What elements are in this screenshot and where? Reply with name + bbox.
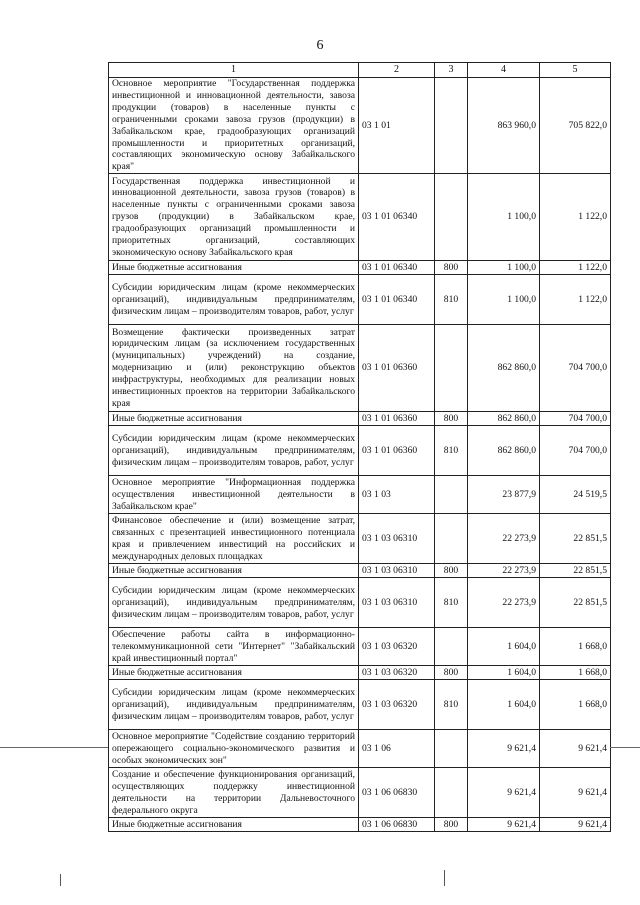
row-code: 03 1 03 06320 <box>359 628 435 666</box>
row-value-1: 9 621,4 <box>468 730 540 768</box>
table-row <box>109 564 611 578</box>
row-value-1: 1 604,0 <box>468 680 540 730</box>
row-value-1: 862 860,0 <box>468 426 540 476</box>
row-expense-type: 810 <box>435 426 468 476</box>
row-name: Субсидии юридическим лицам (кроме некоммерческих организаций), индивидуальным предпринимателям, физическим лицам – производителям товаров, работ, услуг <box>109 275 359 325</box>
row-code: 03 1 01 06340 <box>359 261 435 275</box>
row-expense-type <box>435 730 468 768</box>
table-row <box>109 275 611 325</box>
row-expense-type <box>435 78 468 174</box>
row-value-2: 22 851,5 <box>540 564 611 578</box>
header-row <box>109 63 611 78</box>
row-value-1: 9 621,4 <box>468 818 540 832</box>
table-row <box>109 578 611 628</box>
row-code: 03 1 06 <box>359 730 435 768</box>
row-expense-type: 800 <box>435 818 468 832</box>
row-value-2: 9 621,4 <box>540 818 611 832</box>
row-code: 03 1 06 06830 <box>359 818 435 832</box>
row-value-2: 1 122,0 <box>540 174 611 261</box>
row-code: 03 1 01 06360 <box>359 412 435 426</box>
header-col-1: 1 <box>109 63 359 78</box>
table-row <box>109 818 611 832</box>
row-name: Создание и обеспечение функционирования организаций, осуществляющих поддержку инвестиционной деятельности на территории Дальневосточного федерального округа <box>109 768 359 818</box>
row-name: Государственная поддержка инвестиционной и инновационной деятельности, завоза грузов (товаров) в населенные пункты с ограниченными сроками завоза грузов (продукции) в Забайкальском крае, градообразующих организаций промышленности и приоритетных организаций, составляющих экономическую основу Забайкальского края <box>109 174 359 261</box>
table-row <box>109 768 611 818</box>
header-col-3: 3 <box>435 63 468 78</box>
row-name: Основное мероприятие "Содействие созданию территорий опережающего социально-экономического развития и особых экономических зон" <box>109 730 359 768</box>
row-value-1: 1 604,0 <box>468 666 540 680</box>
row-value-2: 9 621,4 <box>540 730 611 768</box>
row-value-2: 1 668,0 <box>540 628 611 666</box>
row-expense-type <box>435 628 468 666</box>
row-name: Основное мероприятие "Государственная поддержка инвестиционной и инновационной деятельности, завоза продукции (товаров) в населенные пункты с ограниченными сроками завоза грузов (продукции) в Забайкальском крае, градообразующих организаций промышленности и приоритетных организаций, составляющих экономическую основу Забайкальского края" <box>109 78 359 174</box>
row-value-1: 862 860,0 <box>468 325 540 412</box>
scan-mark <box>444 870 445 886</box>
row-code: 03 1 01 <box>359 78 435 174</box>
row-value-2: 22 851,5 <box>540 514 611 564</box>
table-row <box>109 666 611 680</box>
row-value-2: 1 668,0 <box>540 680 611 730</box>
row-code: 03 1 01 06360 <box>359 325 435 412</box>
table-row <box>109 680 611 730</box>
row-expense-type: 800 <box>435 261 468 275</box>
row-value-1: 1 100,0 <box>468 174 540 261</box>
row-code: 03 1 06 06830 <box>359 768 435 818</box>
row-value-1: 22 273,9 <box>468 578 540 628</box>
row-value-1: 862 860,0 <box>468 412 540 426</box>
row-code: 03 1 03 <box>359 476 435 514</box>
row-code: 03 1 01 06340 <box>359 275 435 325</box>
row-value-1: 1 100,0 <box>468 275 540 325</box>
page-number: 6 <box>316 38 324 53</box>
scan-line-right <box>610 747 640 748</box>
scan-line-left <box>0 747 108 748</box>
row-value-2: 24 519,5 <box>540 476 611 514</box>
row-expense-type: 800 <box>435 564 468 578</box>
table-row <box>109 476 611 514</box>
row-value-1: 22 273,9 <box>468 514 540 564</box>
row-value-1: 23 877,9 <box>468 476 540 514</box>
row-name: Возмещение фактически произведенных затрат юридическим лицам (за исключением государственных (муниципальных) учреждений) на создание, модернизацию и (или) реконструкцию объектов инфраструктуры, необходимых для реализации новых инвестиционных проектов на территории Забайкальского края <box>109 325 359 412</box>
row-name: Иные бюджетные ассигнования <box>109 666 359 680</box>
header-col-5: 5 <box>540 63 611 78</box>
row-expense-type <box>435 514 468 564</box>
row-code: 03 1 03 06310 <box>359 564 435 578</box>
row-code: 03 1 03 06310 <box>359 578 435 628</box>
row-name: Обеспечение работы сайта в информационно-телекоммуникационной сети "Интернет" "Забайкальский край инвестиционный портал" <box>109 628 359 666</box>
row-name: Иные бюджетные ассигнования <box>109 818 359 832</box>
table-row <box>109 730 611 768</box>
row-expense-type <box>435 768 468 818</box>
row-expense-type <box>435 476 468 514</box>
row-expense-type <box>435 325 468 412</box>
table-row <box>109 261 611 275</box>
row-value-2: 704 700,0 <box>540 426 611 476</box>
row-name: Субсидии юридическим лицам (кроме некоммерческих организаций), индивидуальным предпринимателям, физическим лицам – производителям товаров, работ, услуг <box>109 578 359 628</box>
table-row <box>109 628 611 666</box>
table-row <box>109 174 611 261</box>
row-value-2: 1 668,0 <box>540 666 611 680</box>
row-value-1: 863 960,0 <box>468 78 540 174</box>
row-name: Иные бюджетные ассигнования <box>109 564 359 578</box>
row-expense-type: 810 <box>435 275 468 325</box>
row-value-1: 1 604,0 <box>468 628 540 666</box>
row-name: Иные бюджетные ассигнования <box>109 412 359 426</box>
row-name: Иные бюджетные ассигнования <box>109 261 359 275</box>
header-col-4: 4 <box>468 63 540 78</box>
budget-table <box>108 62 611 832</box>
row-code: 03 1 01 06360 <box>359 426 435 476</box>
row-name: Финансовое обеспечение и (или) возмещение затрат, связанных с презентацией инвестиционного потенциала края и привлечением инвестиций на российских и международных деловых площадках <box>109 514 359 564</box>
row-value-2: 704 700,0 <box>540 325 611 412</box>
row-value-2: 1 122,0 <box>540 261 611 275</box>
row-code: 03 1 01 06340 <box>359 174 435 261</box>
row-name: Основное мероприятие "Информационная поддержка осуществления инвестиционной деятельности в Забайкальском крае" <box>109 476 359 514</box>
table-row <box>109 514 611 564</box>
header-col-2: 2 <box>359 63 435 78</box>
table-row <box>109 78 611 174</box>
row-expense-type: 800 <box>435 412 468 426</box>
row-value-1: 1 100,0 <box>468 261 540 275</box>
row-value-2: 705 822,0 <box>540 78 611 174</box>
row-value-2: 1 122,0 <box>540 275 611 325</box>
row-value-2: 704 700,0 <box>540 412 611 426</box>
row-value-1: 22 273,9 <box>468 564 540 578</box>
row-expense-type <box>435 174 468 261</box>
row-code: 03 1 03 06320 <box>359 666 435 680</box>
row-name: Субсидии юридическим лицам (кроме некоммерческих организаций), индивидуальным предпринимателям, физическим лицам – производителям товаров, работ, услуг <box>109 680 359 730</box>
row-code: 03 1 03 06320 <box>359 680 435 730</box>
table-row <box>109 426 611 476</box>
table-row <box>109 325 611 412</box>
scan-mark <box>60 874 61 886</box>
row-value-1: 9 621,4 <box>468 768 540 818</box>
row-expense-type: 800 <box>435 666 468 680</box>
row-code: 03 1 03 06310 <box>359 514 435 564</box>
row-expense-type: 810 <box>435 578 468 628</box>
row-value-2: 9 621,4 <box>540 768 611 818</box>
row-value-2: 22 851,5 <box>540 578 611 628</box>
row-name: Субсидии юридическим лицам (кроме некоммерческих организаций), индивидуальным предпринимателям, физическим лицам – производителям товаров, работ, услуг <box>109 426 359 476</box>
table-row <box>109 412 611 426</box>
row-expense-type: 810 <box>435 680 468 730</box>
